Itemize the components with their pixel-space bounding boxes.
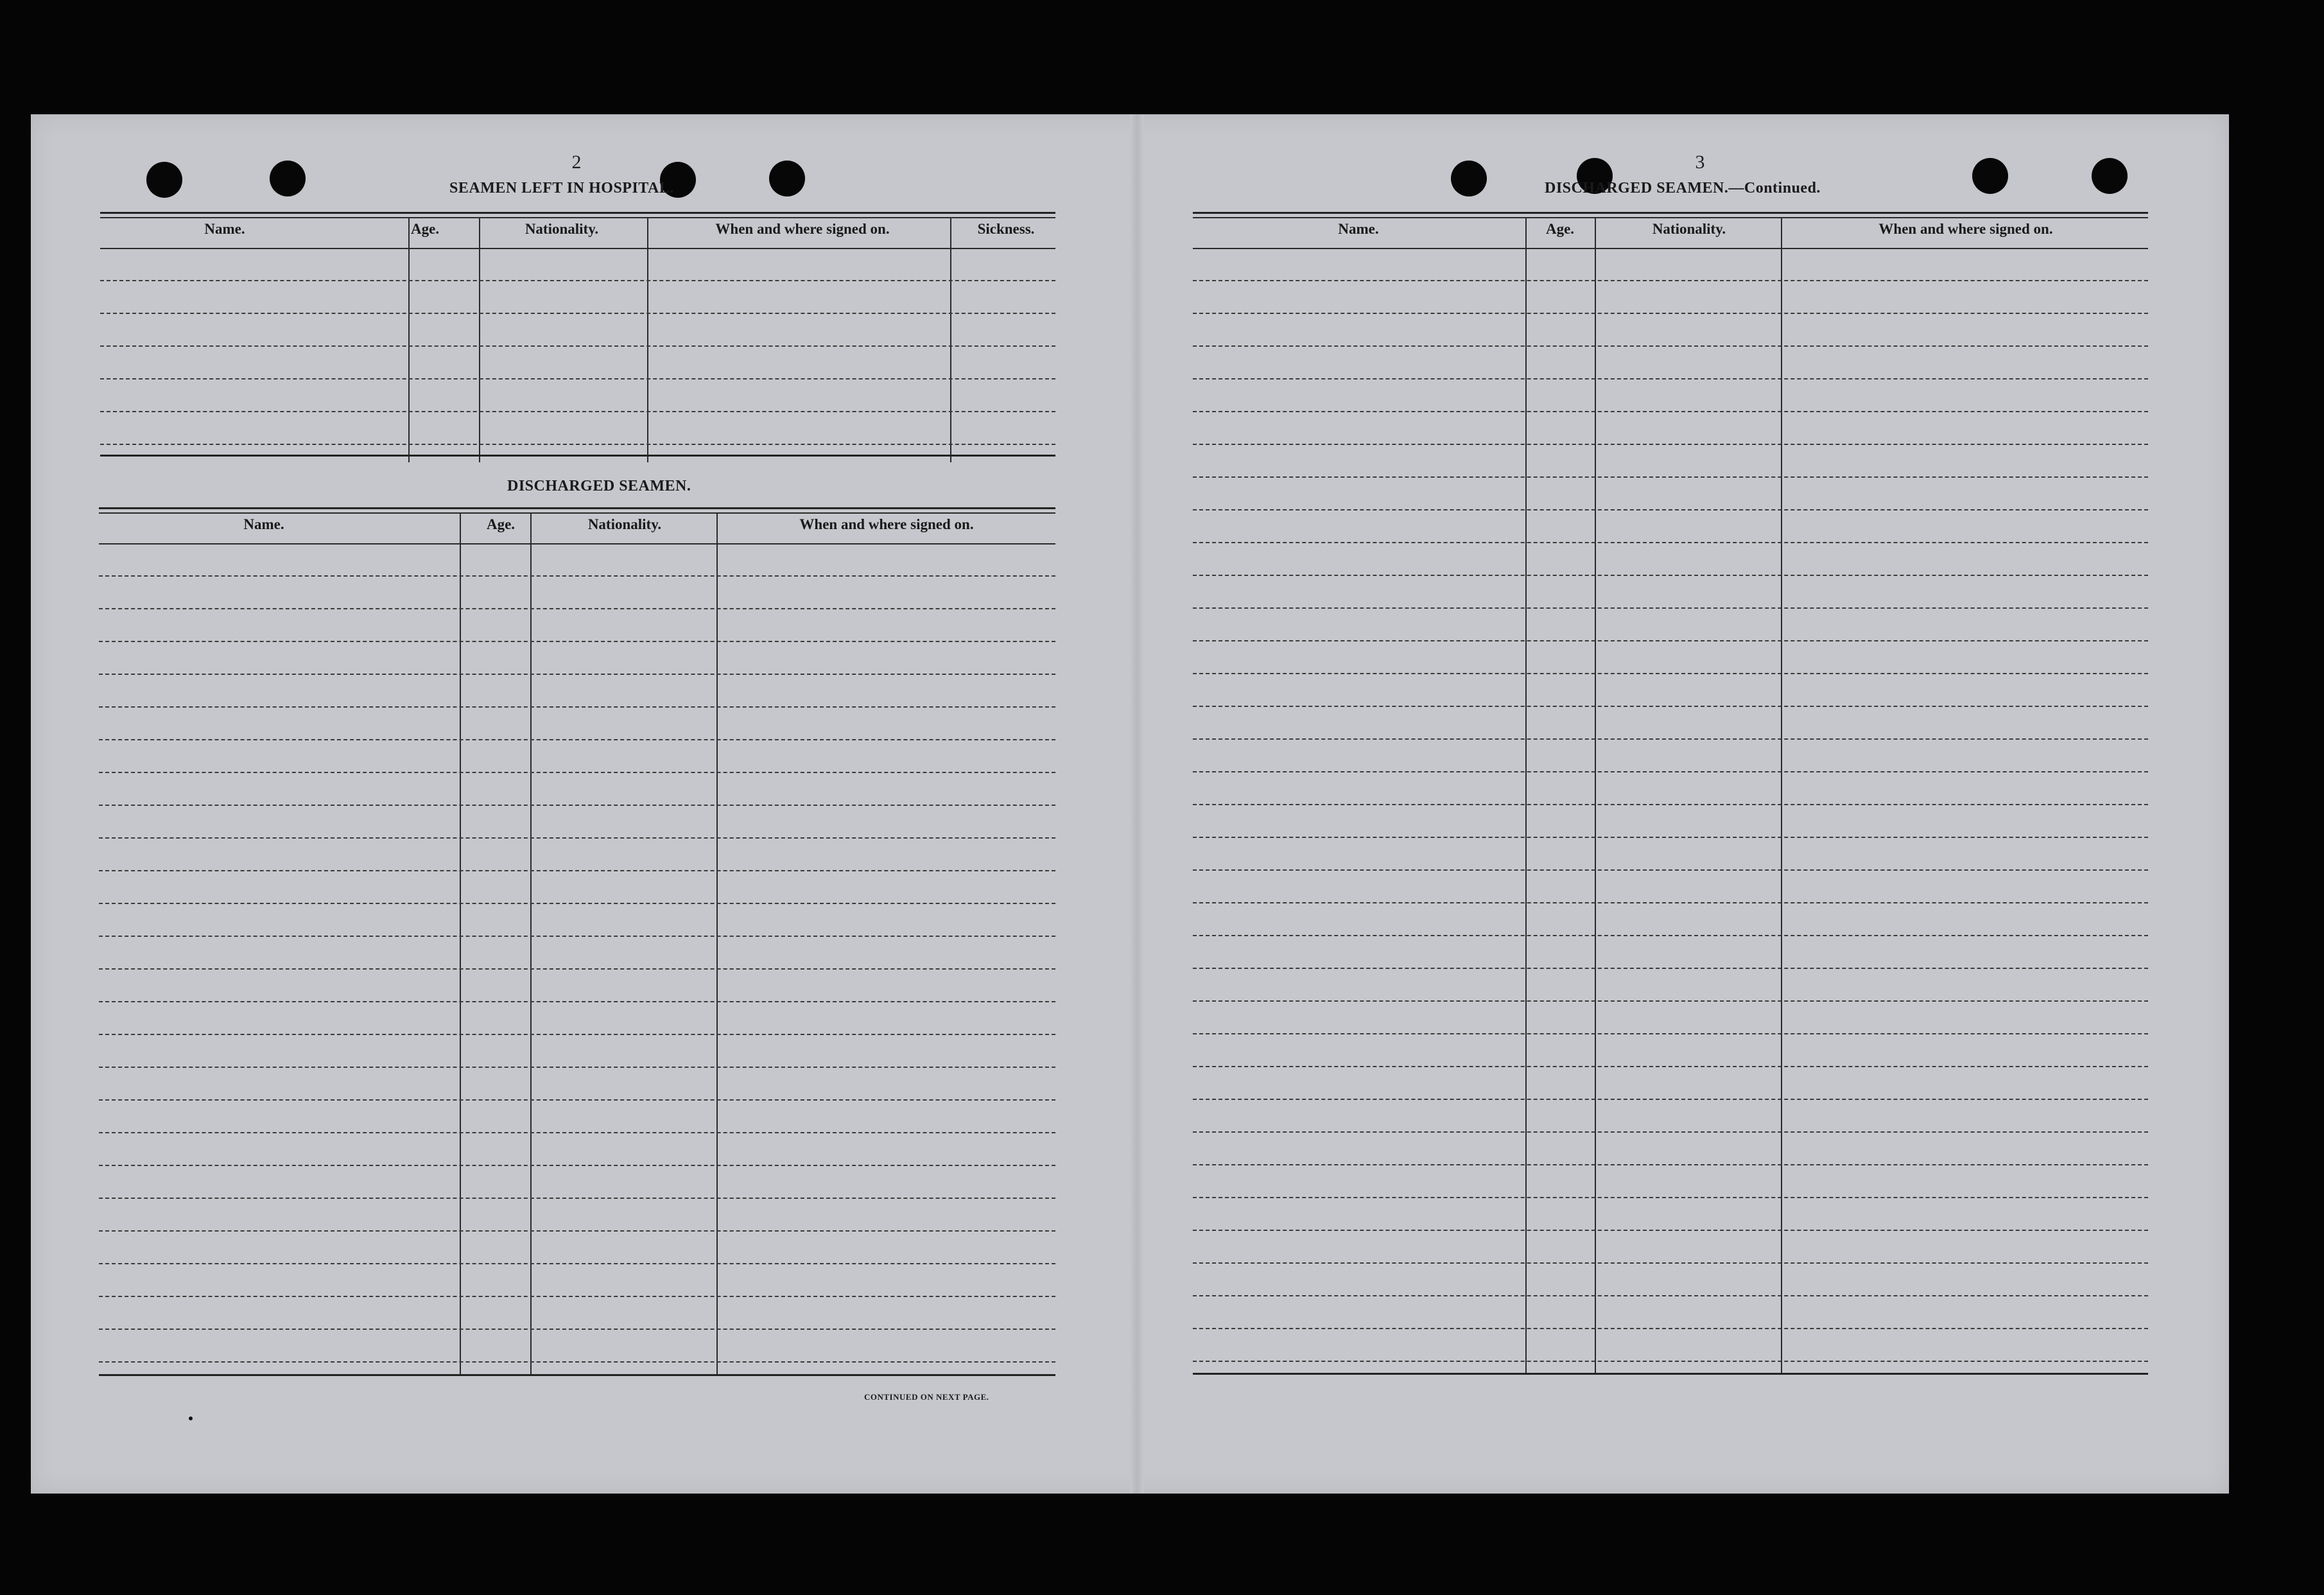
- ruled-line: [99, 968, 1055, 970]
- ruled-line: [100, 378, 1055, 379]
- right-page: [1144, 114, 2229, 1494]
- ruled-line: [99, 1263, 1055, 1264]
- page-number: 2: [571, 152, 582, 173]
- column-header-signed-on: When and where signed on.: [799, 516, 974, 532]
- ruled-line: [99, 1165, 1055, 1166]
- ruled-line: [1193, 1033, 2148, 1034]
- ruled-line: [100, 313, 1055, 314]
- column-header-age: Age.: [486, 516, 516, 532]
- right-section-title: [1545, 180, 1821, 197]
- ruled-line: [1193, 1262, 2148, 1264]
- column-header-sickness: Sickness.: [977, 221, 1035, 237]
- ruled-line: [1193, 1295, 2148, 1296]
- discharged-table-left: [99, 507, 1055, 1393]
- column-header-name: Name.: [1338, 221, 1379, 237]
- ruled-line: [99, 706, 1055, 708]
- ruled-line: [100, 411, 1055, 412]
- column-header-name: Name.: [204, 221, 245, 237]
- ruled-line: [1193, 280, 2148, 281]
- ruled-line: [1193, 1000, 2148, 1002]
- ruled-line: [1193, 509, 2148, 510]
- ruled-line: [1193, 640, 2148, 641]
- ruled-line: [1193, 869, 2148, 871]
- column-header-nationality: Nationality.: [587, 516, 662, 532]
- ruled-line: [99, 903, 1055, 904]
- ruled-line: [1193, 673, 2148, 674]
- ruled-line: [99, 1198, 1055, 1199]
- ruled-line: [99, 1296, 1055, 1297]
- ruled-line: [1193, 444, 2148, 445]
- ruled-line: [1193, 345, 2148, 347]
- title-main: DISCHARGED SEAMEN.: [1545, 180, 1729, 196]
- ruled-line: [99, 1132, 1055, 1133]
- ruled-line: [1193, 313, 2148, 314]
- discharged-table-right: [1193, 212, 2148, 1388]
- ruled-line: [1193, 935, 2148, 936]
- ruled-line: [1193, 1328, 2148, 1329]
- ruled-line: [99, 1067, 1055, 1068]
- column-header-signed-on: When and where signed on.: [715, 221, 890, 237]
- ruled-line: [1193, 476, 2148, 478]
- ruled-line: [1193, 837, 2148, 838]
- ruled-line: [1193, 1361, 2148, 1362]
- column-header-age: Age.: [1545, 221, 1575, 237]
- punch-hole: [769, 161, 805, 196]
- ruled-line: [1193, 1230, 2148, 1231]
- ruled-line: [100, 280, 1055, 281]
- ruled-line: [99, 772, 1055, 773]
- column-header-name: Name.: [243, 516, 284, 532]
- punch-hole: [270, 161, 306, 196]
- discharged-section-title: DISCHARGED SEAMEN.: [507, 478, 691, 494]
- ruled-line: [99, 870, 1055, 871]
- ruled-line: [1193, 804, 2148, 805]
- page-number: 3: [1695, 152, 1705, 173]
- ruled-line: [99, 1329, 1055, 1330]
- punch-hole: [2092, 158, 2128, 194]
- form-sheet: [31, 114, 2229, 1494]
- ruled-line: [1193, 1131, 2148, 1133]
- column-header-signed-on: When and where signed on.: [1878, 221, 2053, 237]
- ruled-line: [99, 739, 1055, 740]
- ruled-line: [1193, 575, 2148, 576]
- ruled-line: [99, 1034, 1055, 1035]
- ruled-line: [100, 345, 1055, 347]
- ruled-line: [99, 1230, 1055, 1232]
- hospital-section-title: SEAMEN LEFT IN HOSPITAL.: [449, 180, 674, 196]
- ruled-line: [99, 575, 1055, 577]
- ruled-line: [1193, 706, 2148, 707]
- ruled-line: [1193, 411, 2148, 412]
- ruled-line: [99, 1361, 1055, 1363]
- ruled-line: [1193, 738, 2148, 740]
- ruled-line: [99, 936, 1055, 937]
- title-continued: —Continued.: [1728, 180, 1821, 196]
- ruled-line: [99, 674, 1055, 675]
- ruled-line: [99, 1001, 1055, 1002]
- ruled-line: [1193, 771, 2148, 772]
- ruled-line: [1193, 607, 2148, 609]
- ruled-line: [1193, 902, 2148, 903]
- ruled-line: [99, 608, 1055, 609]
- punch-hole: [1972, 158, 2008, 194]
- column-header-nationality: Nationality.: [1652, 221, 1726, 237]
- ruled-line: [1193, 1164, 2148, 1165]
- ruled-line: [1193, 1197, 2148, 1198]
- ruled-line: [1193, 542, 2148, 543]
- ruled-line: [99, 805, 1055, 806]
- ruled-line: [99, 837, 1055, 839]
- column-header-nationality: Nationality.: [525, 221, 599, 237]
- left-page: [31, 114, 1130, 1494]
- ruled-line: [99, 641, 1055, 642]
- page-fold: [1130, 114, 1144, 1494]
- punch-hole: [146, 162, 182, 198]
- ruled-line: [99, 1099, 1055, 1101]
- punch-hole: [1451, 161, 1487, 196]
- ruled-line: [1193, 968, 2148, 969]
- ruled-line: [100, 444, 1055, 445]
- ruled-line: [1193, 1066, 2148, 1067]
- continued-note: CONTINUED ON NEXT PAGE.: [864, 1392, 989, 1402]
- column-header-age: Age.: [411, 221, 440, 237]
- ruled-line: [1193, 378, 2148, 379]
- ruled-line: [1193, 1099, 2148, 1100]
- speck: [189, 1416, 193, 1420]
